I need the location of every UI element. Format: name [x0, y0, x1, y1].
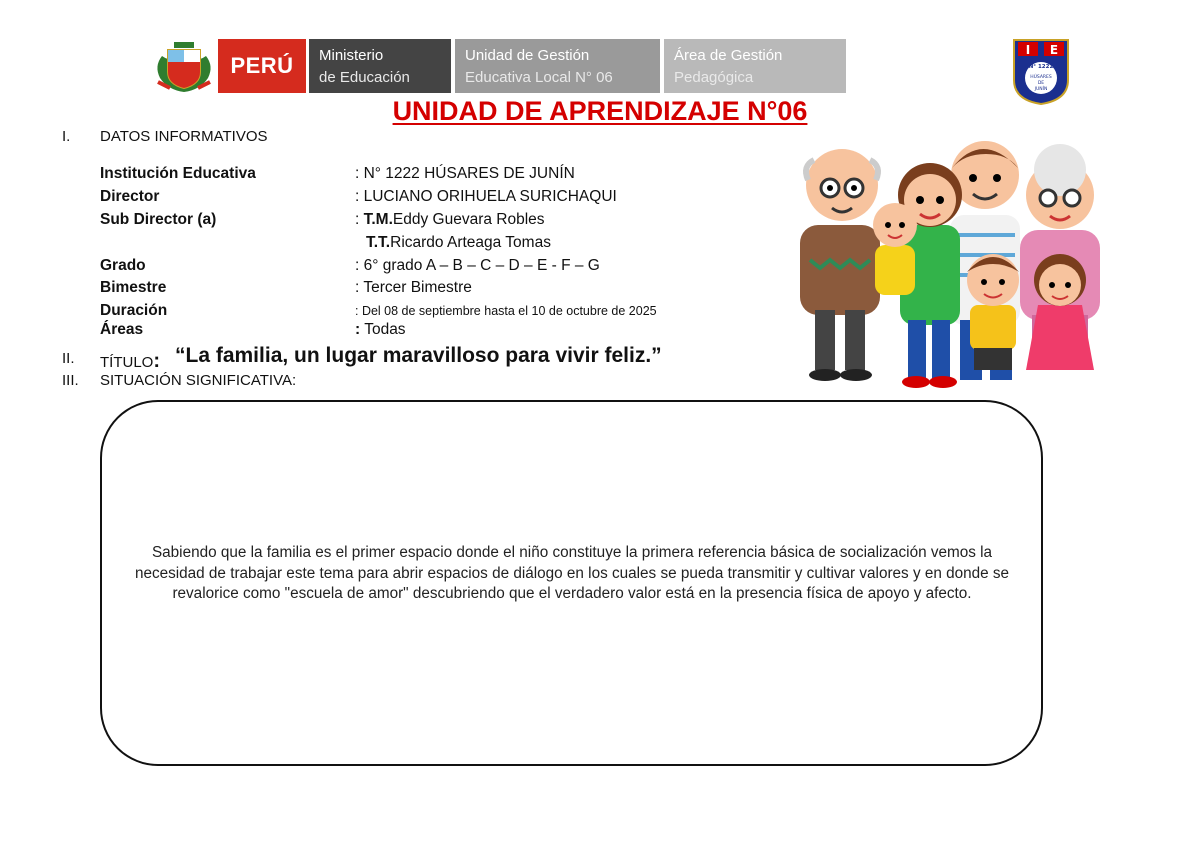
- director-label: Director: [100, 188, 160, 205]
- boy-figure: [967, 254, 1019, 370]
- peru-coat-of-arms-icon: [154, 38, 214, 94]
- peru-logo: PERÚ: [218, 39, 306, 93]
- area-banner: [664, 39, 846, 93]
- section-3-heading: [0, 372, 500, 392]
- section-1-number: I.: [62, 128, 71, 145]
- section-3-number: III.: [62, 372, 79, 389]
- svg-text:JUNÍN: JUNÍN: [1034, 87, 1048, 92]
- svg-text:N° 1222: N° 1222: [1028, 64, 1054, 70]
- duracion-label: Duración: [100, 302, 168, 319]
- bimestre-value: : Tercer Bimestre: [355, 279, 472, 296]
- grandpa-figure: [800, 149, 880, 381]
- ministerio-line-1: Ministerio: [319, 47, 384, 64]
- ugel-line-2: Educativa Local N° 06: [465, 69, 613, 86]
- school-logo-letter-i: I: [1025, 43, 1031, 57]
- area-line-2: Pedagógica: [674, 69, 754, 86]
- svg-text:DE: DE: [1037, 81, 1045, 86]
- area-line-1: Área de Gestión: [674, 47, 783, 64]
- section-2-title: “La familia, un lugar maravilloso para vivir feliz.”: [175, 344, 662, 367]
- institucion-value: : N° 1222 HÚSARES DE JUNÍN: [355, 165, 575, 182]
- school-logo-letter-e: E: [1049, 43, 1059, 57]
- section-2-heading: [0, 344, 760, 372]
- ugel-line-1: Unidad de Gestión: [465, 47, 590, 64]
- section-3-title: SITUACIÓN SIGNIFICATIVA:: [100, 372, 297, 389]
- family-illustration: [770, 130, 1115, 392]
- grado-value: : 6° grado A – B – C – D – E - F – G: [355, 257, 600, 274]
- bimestre-label: Bimestre: [100, 279, 167, 296]
- svg-text:HÚSARES: HÚSARES: [1030, 75, 1052, 80]
- baby-figure: [873, 203, 917, 295]
- ministerio-banner: [309, 39, 451, 93]
- section-2-number: II.: [62, 350, 75, 367]
- subdirector-label: Sub Director (a): [100, 211, 217, 228]
- situacion-text: Sabiendo que la familia es el primer espacio donde el niño constituye la primera referencia básica de socialización vemos la necesidad de trabajar este tema para abrir espacios de diálogo en los cuales se pueda transmitir y cultivar valores y en donde se revalorice como "escuela de amor" descubriendo que el verdadero valor está en la presencia física de apoyo y afecto.: [134, 544, 1010, 602]
- section-1-heading: [0, 128, 400, 148]
- areas-value: : Todas: [355, 321, 406, 338]
- ugel-banner: [455, 39, 660, 93]
- institucion-label: Institución Educativa: [100, 165, 256, 182]
- subdirector-tm-value: : T.M.Eddy Guevara Robles: [355, 211, 545, 228]
- areas-label: Áreas: [100, 321, 144, 338]
- page-title: UNIDAD DE APRENDIZAJE N°06: [392, 96, 808, 126]
- subdirector-tt-value: T.T.Ricardo Arteaga Tomas: [366, 234, 551, 251]
- director-value: : LUCIANO ORIHUELA SURICHAQUI: [355, 188, 617, 205]
- duracion-value: : Del 08 de septiembre hasta el 10 de octubre de 2025: [355, 304, 657, 318]
- section-2-label: TÍTULO:: [100, 350, 161, 372]
- grado-label: Grado: [100, 257, 146, 274]
- ministerio-line-2: de Educación: [319, 69, 410, 86]
- section-1-title: DATOS INFORMATIVOS: [100, 128, 268, 145]
